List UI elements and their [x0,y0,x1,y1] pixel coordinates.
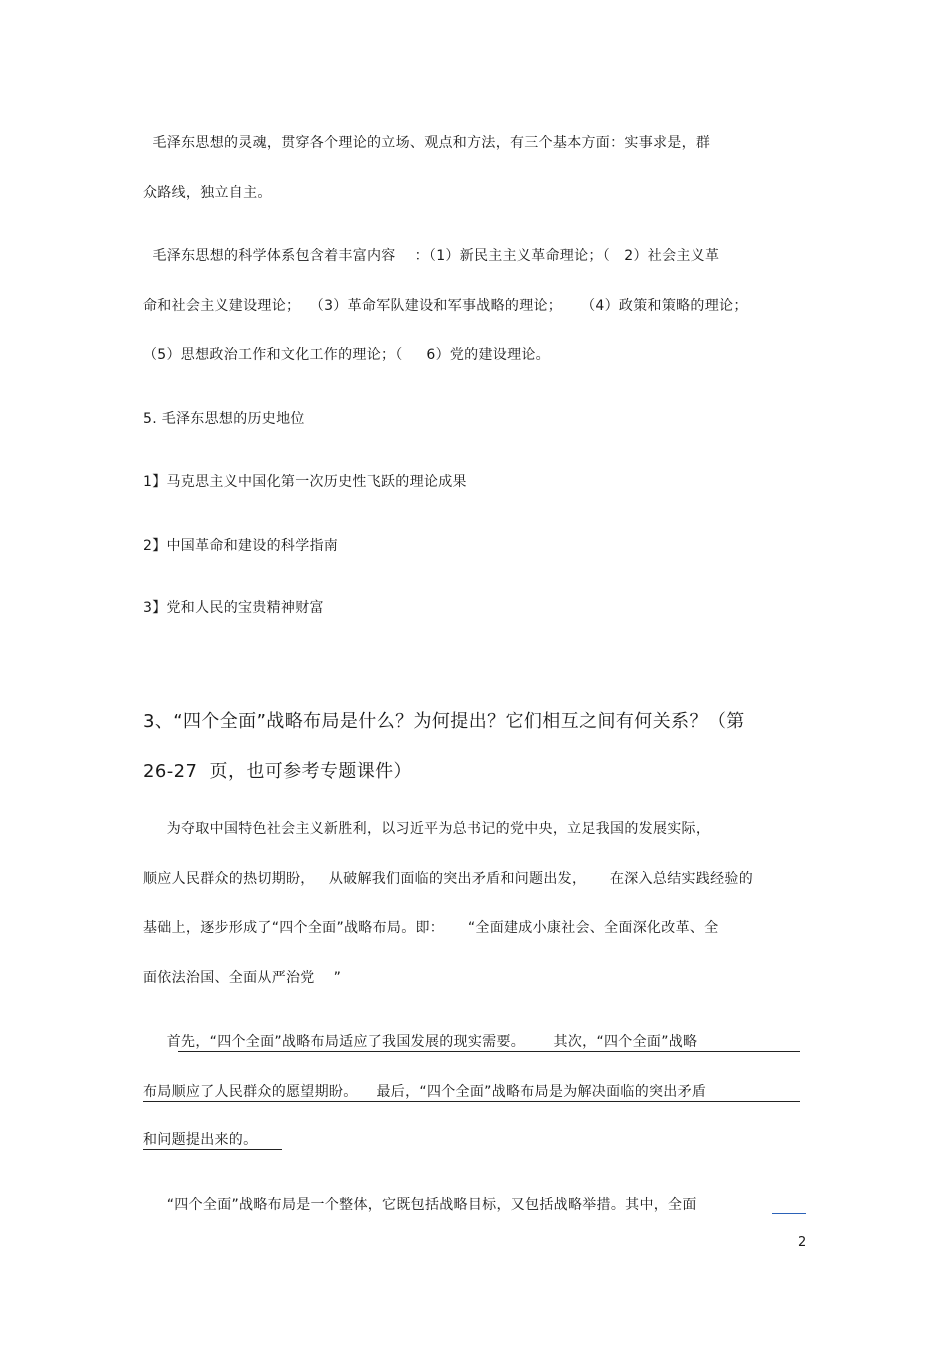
para-four-comprehensives-line-3: 基础上，逐步形成了“四个全面”战略布局。即： “全面建成小康社会、全面深化改革、全 [143,920,719,936]
para-whole-line-1: “四个全面”战略布局是一个整体，它既包括战略目标，又包括战略举措。其中，全面 [143,1197,697,1213]
para-system-line-2: 命和社会主义建设理论； （3）革命军队建设和军事战略的理论； （4）政策和策略的理论； [143,298,748,314]
list-item: 2】中国革命和建设的科学指南 [143,538,339,554]
para-soul-line-2: 众路线，独立自主。 [143,185,272,201]
underline [143,1149,282,1150]
para-soul-line-1: 毛泽东思想的灵魂，贯穿各个理论的立场、观点和方法，有三个基本方面：实事求是，群 [143,135,711,151]
underline [143,1101,800,1102]
para-system-line-1: 毛泽东思想的科学体系包含着丰富内容 ：（1）新民主主义革命理论；（ 2）社会主义革 [143,248,720,264]
question-heading-line-1: 3、“四个全面”战略布局是什么？为何提出？它们相互之间有何关系？（第 [143,711,745,732]
para-reasons-line-2: 布局顺应了人民群众的愿望期盼。 最后，“四个全面”战略布局是为解决面临的突出矛盾 [143,1084,707,1100]
para-four-comprehensives-line-4: 面依法治国、全面从严治党 ” [143,970,342,986]
question-heading-line-2: 26-27 页，也可参考专题课件） [143,761,412,782]
blue-underline [772,1213,806,1214]
list-item: 3】党和人民的宝贵精神财富 [143,600,324,616]
list-item: 1】马克思主义中国化第一次历史性飞跃的理论成果 [143,474,467,490]
para-four-comprehensives-line-2: 顺应人民群众的热切期盼， 从破解我们面临的突出矛盾和问题出发， 在深入总结实践经验的 [143,871,753,887]
para-system-line-3: （5）思想政治工作和文化工作的理论；（ 6）党的建设理论。 [143,347,550,363]
para-four-comprehensives-line-1: 为夺取中国特色社会主义新胜利，以习近平为总书记的党中央，立足我国的发展实际， [143,821,711,837]
underline [178,1051,800,1052]
page-number: 2 [798,1235,807,1250]
para-reasons-line-3: 和问题提出来的。 [143,1132,258,1148]
para-reasons-line-1: 首先，“四个全面”战略布局适应了我国发展的现实需要。 其次，“四个全面”战略 [143,1034,698,1050]
section-heading-historical-status: 5. 毛泽东思想的历史地位 [143,411,305,427]
